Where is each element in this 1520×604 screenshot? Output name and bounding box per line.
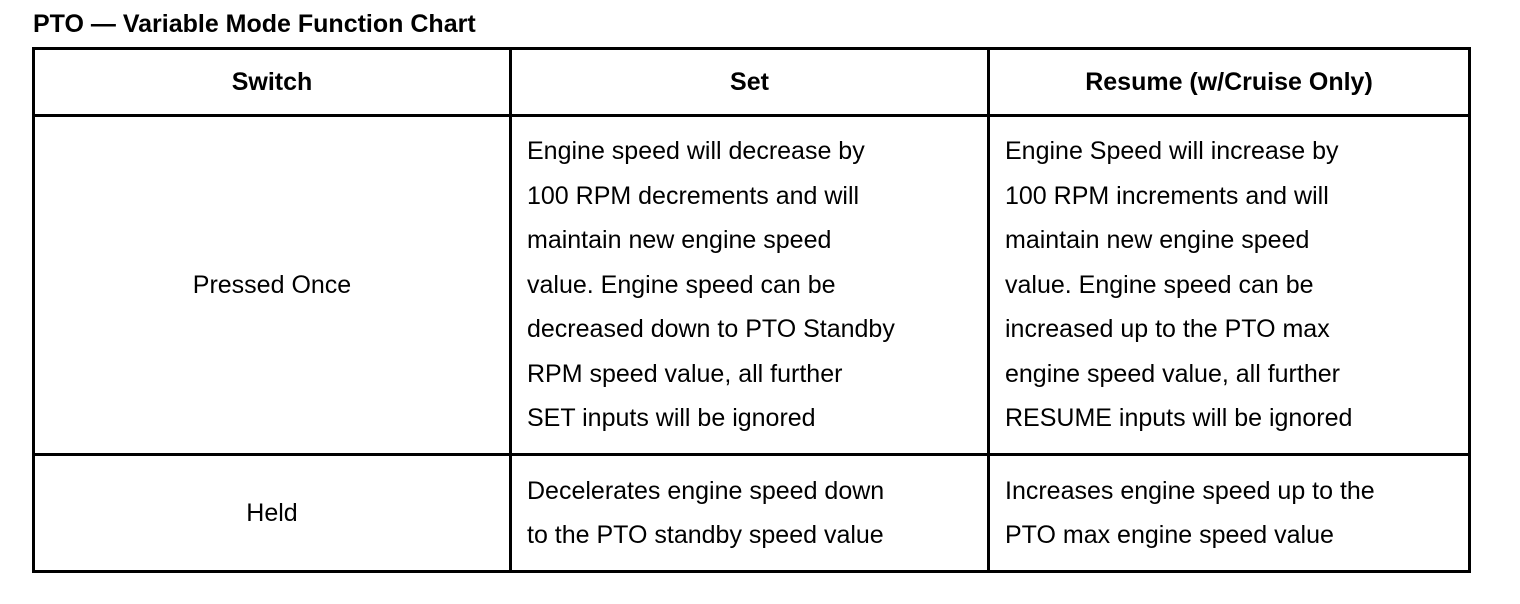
header-resume: Resume (w/Cruise Only) xyxy=(989,49,1470,116)
header-set: Set xyxy=(511,49,989,116)
set-line: Decelerates engine speed down xyxy=(527,476,885,505)
set-line: maintain new engine speed xyxy=(527,226,832,255)
switch-cell: Pressed Once xyxy=(34,116,511,455)
table-header-row xyxy=(34,49,1470,116)
set-cell xyxy=(511,116,989,455)
resume-cell xyxy=(989,455,1470,572)
resume-cell xyxy=(989,116,1470,455)
set-cell xyxy=(511,455,989,572)
function-chart-table xyxy=(32,47,1471,573)
resume-line: value. Engine speed can be xyxy=(1005,270,1314,299)
resume-line: increased up to the PTO max xyxy=(1005,315,1330,344)
header-switch: Switch xyxy=(34,49,511,116)
set-line: to the PTO standby speed value xyxy=(527,521,884,549)
table-row-held xyxy=(34,455,1470,572)
set-line: SET inputs will be ignored xyxy=(527,404,816,433)
table-row-pressed-once xyxy=(34,116,1470,455)
page-title: PTO — Variable Mode Function Chart xyxy=(33,10,476,38)
set-line: decreased down to PTO Standby xyxy=(527,315,895,344)
resume-line: maintain new engine speed xyxy=(1005,226,1310,255)
set-line: RPM speed value, all further xyxy=(527,359,843,388)
set-line: Engine speed will decrease by xyxy=(527,137,865,166)
switch-cell: Held xyxy=(34,455,511,572)
set-line: value. Engine speed can be xyxy=(527,270,836,299)
resume-line: PTO max engine speed value xyxy=(1005,521,1334,549)
resume-line: Increases engine speed up to the xyxy=(1005,476,1375,505)
resume-line: RESUME inputs will be ignored xyxy=(1005,404,1353,433)
resume-line: engine speed value, all further xyxy=(1005,359,1340,388)
resume-line: Engine Speed will increase by xyxy=(1005,137,1339,166)
resume-line: 100 RPM increments and will xyxy=(1005,181,1329,210)
set-line: 100 RPM decrements and will xyxy=(527,181,860,210)
